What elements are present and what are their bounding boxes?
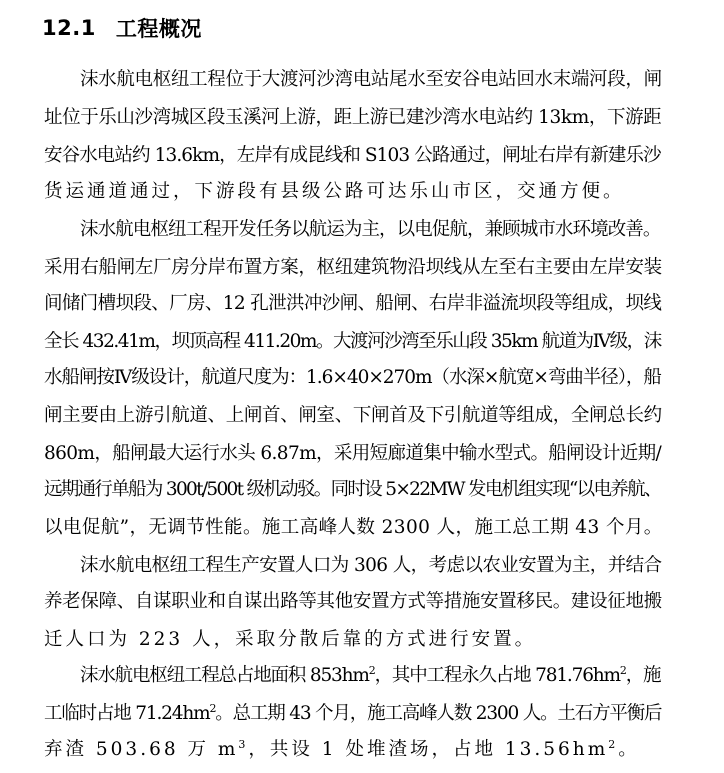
paragraph-2-line-3: 间储门槽坝段、厂房、12 孔泄洪冲沙闸、船闸、右岸非溢流坝段等组成，坝线 (44, 293, 662, 314)
paragraph-1-line-3: 安谷水电站约 13.6km，左岸有成昆线和 S103 公路通过，闸址右岸有新建乐沙 (44, 145, 661, 166)
superscript: 2 (619, 664, 626, 677)
text-run: ，共设 1 处堆渣场，占地 13.56hm (248, 739, 609, 760)
section-number: 12.1 (42, 16, 96, 40)
text-run: ，其中工程永久占地 781.76hm (374, 665, 620, 686)
paragraph-2-line-6: 闸主要由上游引航道、上闸首、闸室、下闸首及下引航道等组成，全闸总长约 (44, 405, 662, 426)
paragraph-4-line-1 (80, 659, 660, 693)
paragraph-2-line-4: 全长 432.41m，坝顶高程 411.20m。大渡河沙湾至乐山段 35km 航道为Ⅳ级，沫 (44, 331, 661, 352)
superscript: 3 (238, 738, 249, 751)
text-run: 。总工期 43 个月，施工高峰人数 2300 人。土石方平衡后 (215, 703, 662, 724)
paragraph-4-line-3 (44, 733, 640, 767)
paragraph-4-line-2 (44, 697, 661, 731)
paragraph-3-line-2: 养老保障、自谋职业和自谋出路等其他安置方式等措施安置移民。建设征地搬 (44, 591, 662, 612)
section-title: 工程概况 (115, 17, 202, 41)
paragraph-2-line-8: 远期通行单船为 300t/500t 级机动驳。同时设 5×22MW 发电机组实现“以电养航、 (44, 479, 661, 500)
superscript: 2 (608, 738, 619, 751)
text-run: 工临时占地 71.24hm (44, 703, 210, 724)
paragraph-3-line-3: 迁人口为 223 人，采取分散后靠的方式进行安置。 (44, 629, 537, 650)
text-run: 弃渣 503.68 万 m (44, 739, 239, 760)
paragraph-2-line-5: 水船闸按Ⅳ级设计，航道尺度为：1.6×40×270m（水深×航宽×弯曲半径），船 (44, 367, 661, 388)
text-run: 沫水航电枢纽工程总占地面积 853hm (80, 665, 369, 686)
paragraph-3-line-1: 沫水航电枢纽工程生产安置人口为 306 人，考虑以农业安置为主，并结合 (80, 555, 662, 576)
text-run: 。 (618, 739, 640, 760)
text-run: ，施 (625, 665, 661, 686)
superscript: 2 (209, 702, 216, 715)
section-heading (42, 12, 202, 44)
paragraph-2-line-9: 以电促航”，无调节性能。施工高峰人数 2300 人，施工总工期 43 个月。 (44, 517, 663, 538)
superscript: 2 (368, 664, 375, 677)
paragraph-2-line-7: 860m，船闸最大运行水头 6.87m，采用短廊道集中输水型式。船闸设计近期/ (44, 443, 662, 464)
paragraph-1-line-2: 址位于乐山沙湾城区段玉溪河上游，距上游已建沙湾水电站约 13km，下游距 (44, 107, 662, 128)
paragraph-2-line-1: 沫水航电枢纽工程开发任务以航运为主，以电促航，兼顾城市水环境改善。 (80, 219, 661, 240)
paragraph-2-line-2: 采用右船闸左厂房分岸布置方案，枢纽建筑物沿坝线从左至右主要由左岸安装 (44, 257, 662, 278)
paragraph-1-line-4: 货运通道通过，下游段有县级公路可达乐山市区，交通方便。 (44, 181, 625, 202)
paragraph-1-line-1: 沫水航电枢纽工程位于大渡河沙湾电站尾水至安谷电站回水末端河段，闸 (80, 69, 662, 90)
